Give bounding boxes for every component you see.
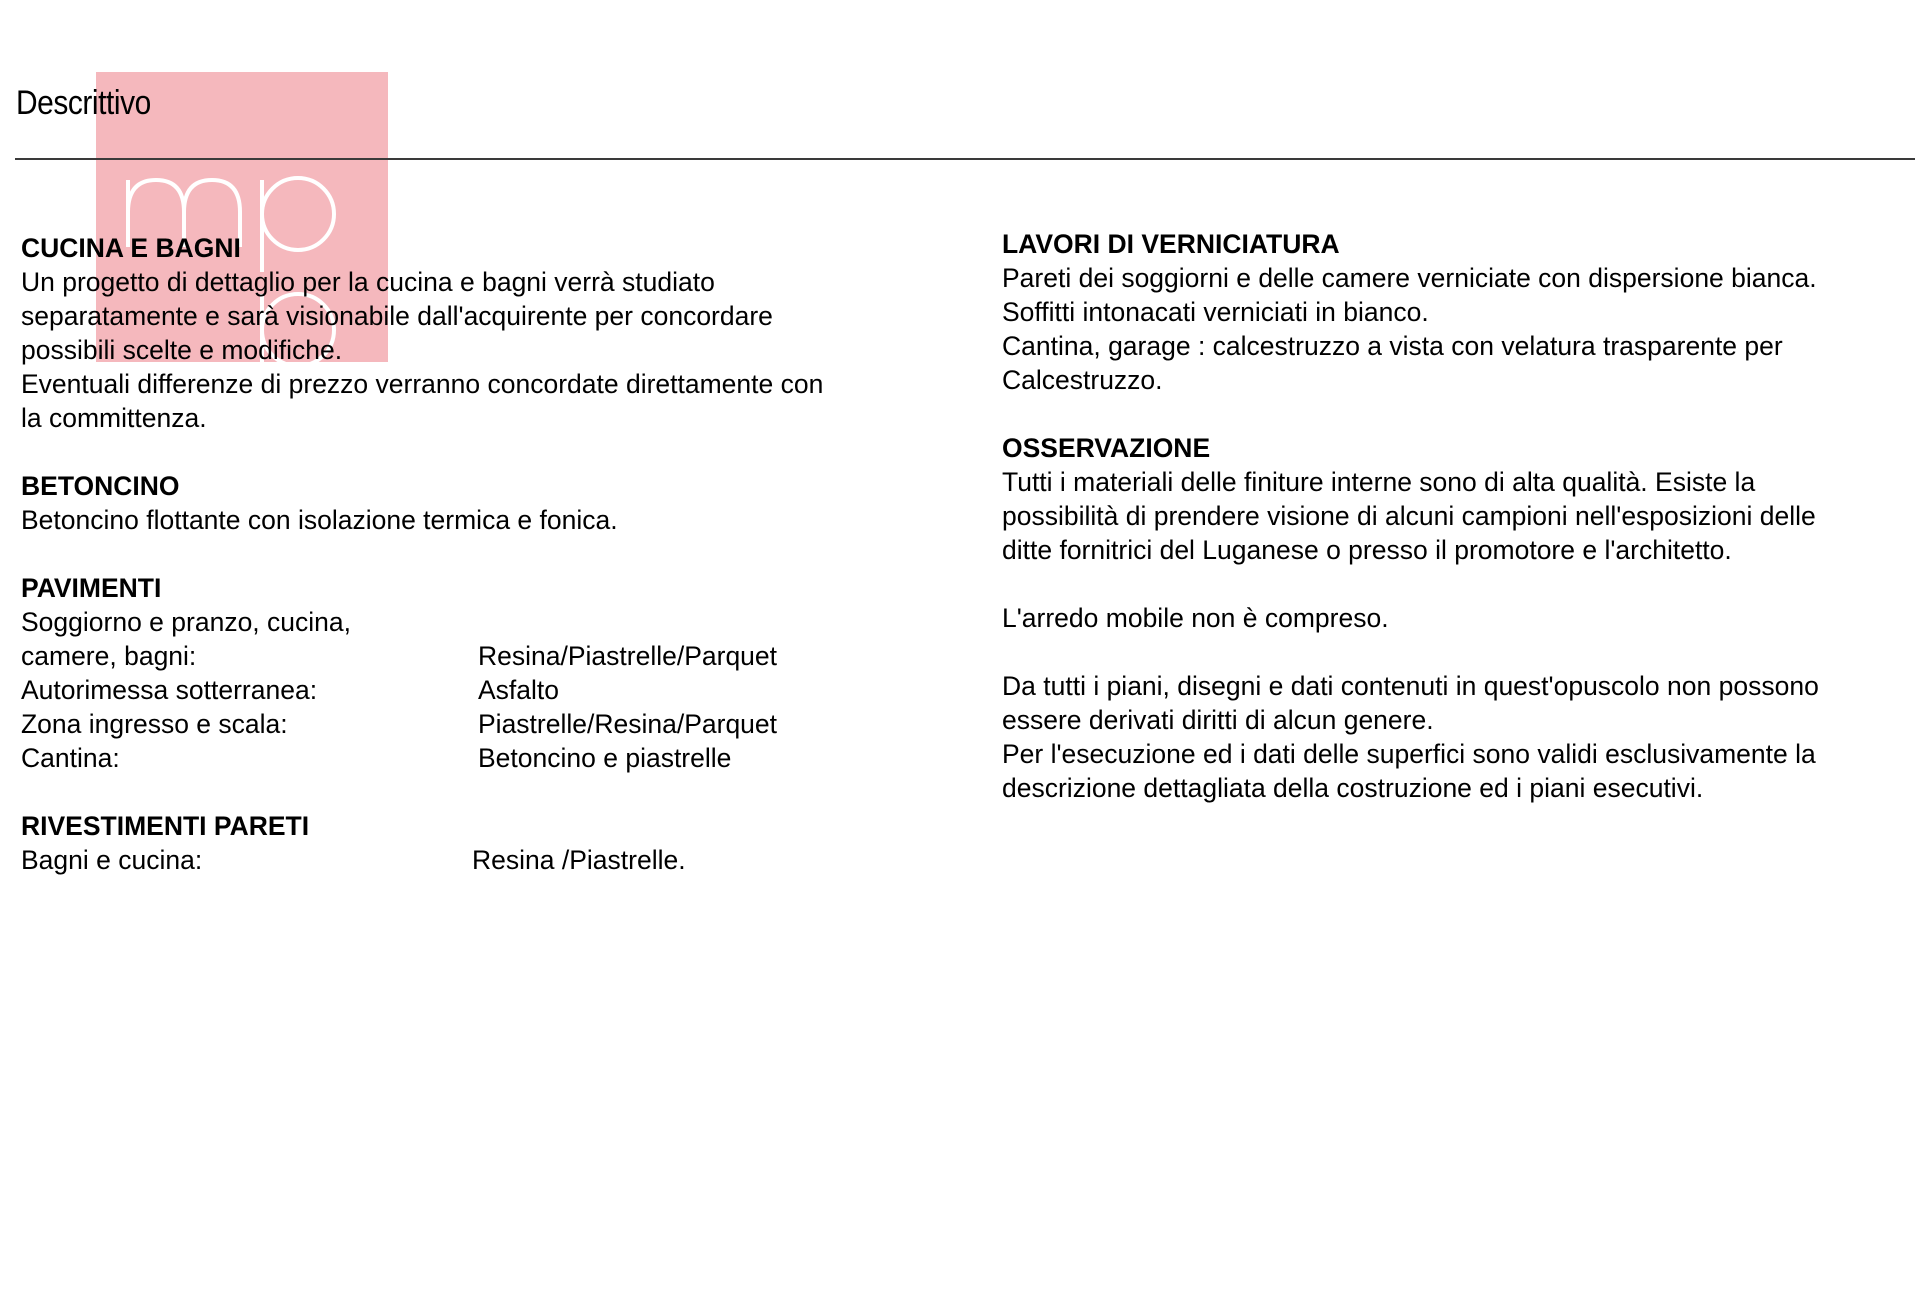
spec-row [21, 673, 941, 707]
section-heading: RIVESTIMENTI PARETI [21, 811, 310, 841]
spec-label: Autorimessa sotterranea: [21, 675, 318, 705]
disclaimer-text: Da tutti i piani, disegni e dati contenuti in quest'opuscolo non possono essere derivati diritti di alcun genere. Per l'esecuzione ed i dati delle superfici sono validi esclusivamente la descrizione dettagliata della costruzione ed i piani esecutivi. [1002, 671, 1819, 803]
section-heading: BETONCINO [21, 471, 180, 501]
section-heading: LAVORI DI VERNICIATURA [1002, 229, 1340, 259]
left-column [21, 231, 941, 877]
spec-row [21, 843, 941, 877]
right-column [1002, 227, 1917, 805]
section-text: Tutti i materiali delle finiture interne sono di alta qualità. Esiste la possibilità di prendere visione di alcuni campioni nell'esposizioni delle ditte fornitrici del Luganese o presso il promotore e l'architetto. [1002, 467, 1816, 565]
section-text: Un progetto di dettaglio per la cucina e bagni verrà studiato separatamente e sarà visionabile dall'acquirente per concordare possibili scelte e modifiche. Eventuali differenze di prezzo verranno concordate direttamente con la committenza. [21, 267, 824, 433]
spec-label: Soggiorno e pranzo, cucina, camere, bagni: [21, 607, 351, 671]
spec-value: Resina /Piastrelle. [472, 845, 686, 875]
spec-row [21, 741, 941, 775]
section-lavori-verniciatura [1002, 227, 1917, 397]
arredo-note: L'arredo mobile non è compreso. [1002, 603, 1389, 633]
header-divider [15, 158, 1915, 160]
section-betoncino [21, 469, 941, 537]
section-heading: PAVIMENTI [21, 573, 162, 603]
spec-value: Asfalto [478, 675, 560, 705]
spec-value: Piastrelle/Resina/Parquet [478, 709, 778, 739]
spec-label: Bagni e cucina: [21, 845, 203, 875]
spec-value: Betoncino e piastrelle [478, 743, 732, 773]
spec-label: Cantina: [21, 743, 120, 773]
spec-value: Resina/Piastrelle/Parquet [478, 641, 778, 671]
section-text: Betoncino flottante con isolazione termica e fonica. [21, 505, 618, 535]
spec-label: Zona ingresso e scala: [21, 709, 288, 739]
section-rivestimenti-pareti [21, 809, 941, 877]
section-osservazione [1002, 431, 1917, 805]
section-cucina-bagni [21, 231, 941, 435]
section-text: Pareti dei soggiorni e delle camere verniciate con dispersione bianca. Soffitti intonacati verniciati in bianco. Cantina, garage : calcestruzzo a vista con velatura trasparente per Calcestruzzo. [1002, 263, 1817, 395]
page-title: Descrittivo [16, 84, 151, 122]
section-pavimenti [21, 571, 941, 775]
section-heading: OSSERVAZIONE [1002, 433, 1211, 463]
section-heading: CUCINA E BAGNI [21, 233, 241, 263]
spec-row [21, 605, 941, 673]
spec-row [21, 707, 941, 741]
